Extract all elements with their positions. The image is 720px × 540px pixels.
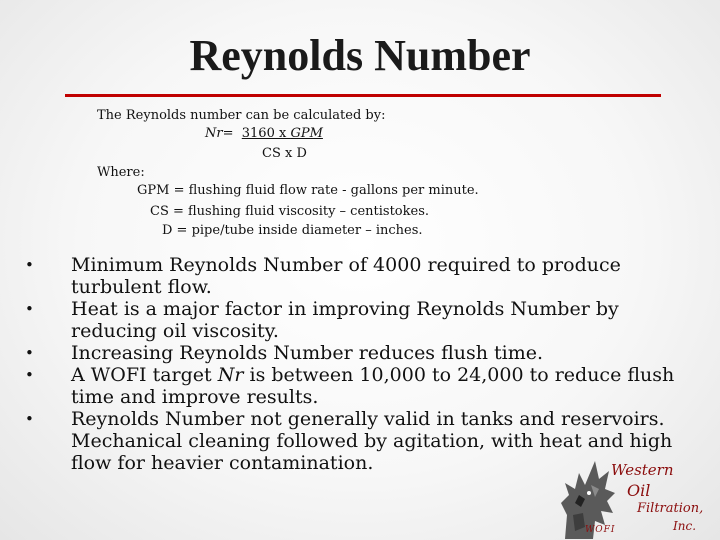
formula-numerator: [242, 126, 323, 141]
bullet-icon: •: [25, 366, 34, 384]
slide-title: Reynolds Number: [189, 31, 531, 80]
list-item: [25, 342, 690, 364]
bullet-icon: •: [25, 256, 34, 274]
bullet-text-post: is between 10,000 to 24,000 to reduce flush time and improve results.: [71, 364, 675, 408]
list-item: [25, 364, 690, 408]
formula-denominator: CS x D: [262, 146, 307, 161]
logo-line-western: Western: [611, 461, 674, 479]
bullet-list: [25, 254, 690, 474]
definition-gpm: GPM = flushing fluid flow rate - gallons per minute.: [137, 183, 479, 198]
where-label: Where:: [97, 165, 145, 180]
bullet-text: Heat is a major factor in improving Reynolds Number by reducing oil viscosity.: [71, 298, 619, 342]
bullet-icon: •: [25, 300, 34, 318]
definition-cs: CS = flushing fluid viscosity – centistokes.: [150, 204, 430, 219]
formula-block: [0, 0, 720, 250]
formula-intro: The Reynolds number can be calculated by:: [97, 108, 386, 123]
bullet-text-em: Nr: [217, 364, 244, 386]
list-item: [25, 298, 690, 342]
logo-line-inc: Inc.: [673, 519, 697, 533]
bullet-text: Minimum Reynolds Number of 4000 required to produce turbulent flow.: [71, 254, 621, 298]
bullet-icon: •: [25, 410, 34, 428]
company-logo: [555, 455, 717, 539]
logo-abbr: WOFI: [585, 525, 616, 535]
bullet-text-pre: A WOFI target: [71, 364, 218, 386]
definition-d: D = pipe/tube inside diameter – inches.: [162, 223, 423, 238]
formula-numerator-value: 3160 x: [241, 126, 291, 141]
formula-numerator-var: GPM: [290, 126, 323, 141]
formula-equals: =: [222, 126, 234, 141]
formula-lhs: Nr: [205, 126, 223, 141]
bullet-icon: •: [25, 344, 34, 362]
list-item: [25, 254, 690, 298]
logo-line-oil: Oil: [627, 481, 651, 500]
logo-line-filtration: Filtration,: [637, 501, 704, 516]
formula-numerator-line: [205, 126, 323, 141]
bullet-text: Reynolds Number not generally valid in tanks and reservoirs. Mechanical cleaning followed by agitation, with heat and high flow for heavier contamination.: [71, 408, 673, 474]
bullet-text: Increasing Reynolds Number reduces flush time.: [71, 342, 544, 364]
